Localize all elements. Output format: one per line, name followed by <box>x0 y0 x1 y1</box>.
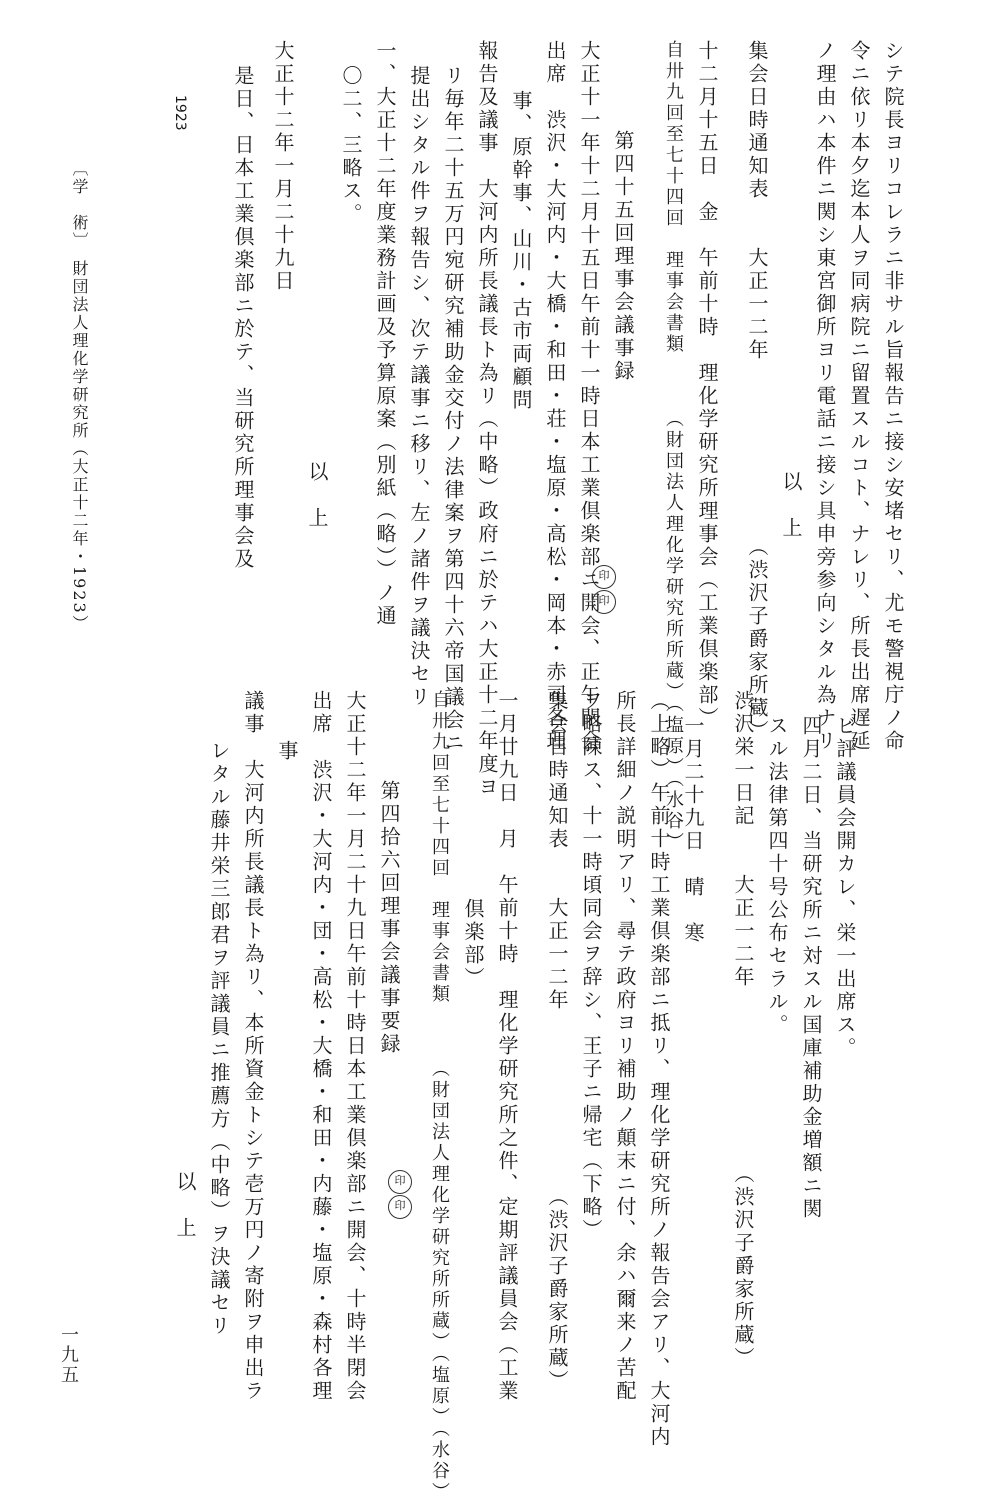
source-heading: 自卅九回至七十四回 理事会書類 （財団法人理化学研究所所蔵）（塩原）（水谷） <box>429 690 450 1503</box>
text-line: 大正十一年十二月十五日午前十一時日本工業倶楽部ニ開会、正午閉会 <box>577 40 601 753</box>
closing-mark: 以 上 <box>779 471 803 540</box>
text-line: （上略）午前十時工業倶楽部ニ抵リ、理化学研究所ノ報告会アリ、大河内 <box>647 690 671 1449</box>
text-line: 報告及議事 大河内所長議長ト為リ（中略）政府ニ於テハ大正十二年度ヨ <box>475 40 499 799</box>
source-heading: 渋沢栄一日記 大正一二年 （渋沢子爵家所蔵） <box>731 690 755 1370</box>
closing-mark: 以 上 <box>173 1171 197 1240</box>
text-line: ヲ略陳ス、十一時頃同会ヲ辞シ、王子ニ帰宅（下略） <box>579 690 603 1242</box>
source-heading: 集会日時通知表 大正一二年 （渋沢子爵家所蔵） <box>745 40 769 743</box>
text-line: 出席 渋沢・大河内・大橋・和田・荘・塩原・高松・岡本・赤司各理 <box>543 40 567 753</box>
text-line: 所長詳細ノ説明アリ、尋テ政府ヨリ補助ノ顛末ニ付、余ハ爾来ノ苦配 <box>613 690 637 1403</box>
minutes-title: 第四拾六回理事会議事要録 <box>377 780 401 1056</box>
text-line: 四月二日、当研究所ニ対スル国庫補助金増額ニ関 <box>799 715 823 1221</box>
page-footer: 〔学 術〕 財団法人理化学研究所（大正十二年・1923） <box>70 160 89 633</box>
text-line: シテ院長ヨリコレラニ非サル旨報告ニ接シ安堵セリ、尤モ警視庁ノ命 <box>881 40 905 753</box>
seal-stamp: 印 <box>592 590 616 614</box>
text-line: ノ理由ハ本件ニ関シ東宮御所ヨリ電話ニ接シ具申旁参向シタル為ナリ <box>813 40 837 753</box>
text-line: 大正十二年一月二十九日午前十時日本工業倶楽部ニ開会、十時半閉会 <box>343 690 367 1403</box>
text-line: スル法律第四十号公布セラル。 <box>765 715 789 1037</box>
text-line: 十二月十五日 金 午前十時 理化学研究所理事会（工業倶楽部） <box>695 40 719 730</box>
source-heading: 自卅九回至七十四回 理事会書類 （財団法人理化学研究所所蔵）（塩原）（水谷） <box>663 40 684 853</box>
seal-stamp: 印 <box>388 1170 412 1194</box>
seal-stamp: 印 <box>592 565 616 589</box>
text-line: 令ニ依リ本夕迄本人ヲ同病院ニ留置スルコト、ナレリ、所長出席遅延 <box>847 40 871 753</box>
text-line: リ毎年二十五万円宛研究補助金交付ノ法律案ヲ第四十六帝国議会ニ <box>441 65 465 755</box>
page-number: 一九五 <box>58 1325 79 1385</box>
text-line: ビ評議員会開カレ、栄一出席ス。 <box>833 715 857 1060</box>
seal-stamp: 印 <box>388 1195 412 1219</box>
text-line: 提出シタル件ヲ報告シ、次テ議事ニ移リ、左ノ諸件ヲ議決セリ <box>407 65 431 709</box>
text-line: 〇二、三略ス。 <box>339 65 363 226</box>
minutes-title: 第四十五回理事会議事録 <box>611 130 635 383</box>
text-line: 是日、日本工業倶楽部ニ於テ、当研究所理事会及 <box>231 65 255 571</box>
text-line: 事、原幹事、山川・古市両顧問 <box>509 90 533 412</box>
text-line: レタル藤井栄三郎君ヲ評議員ニ推薦方（中略）ヲ決議セリ <box>207 740 231 1338</box>
text-line: 出席 渋沢・大河内・団・高松・大橋・和田・内藤・塩原・森村各理 <box>309 690 333 1403</box>
date-heading: 大正十二年一月二十九日 <box>271 40 295 293</box>
year-mark: 1923 <box>172 95 188 131</box>
source-heading: 集会日時通知表 大正一二年 （渋沢子爵家所蔵） <box>545 690 569 1393</box>
text-line: 倶楽部） <box>461 898 485 990</box>
text-line: 議事 大河内所長議長ト為リ、本所資金トシテ壱万円ノ寄附ヲ申出ラ <box>241 690 265 1403</box>
text-line: 一月廿九日 月 午前十時 理化学研究所之件、定期評議員会（工業 <box>495 690 519 1403</box>
text-line: 一月二十九日 晴 寒 <box>681 715 705 945</box>
text-line: 事 <box>275 740 299 763</box>
closing-mark: 以 上 <box>305 461 329 530</box>
text-line: 一、大正十二年度業務計画及予算原案（別紙（略））ノ通 <box>373 40 397 628</box>
